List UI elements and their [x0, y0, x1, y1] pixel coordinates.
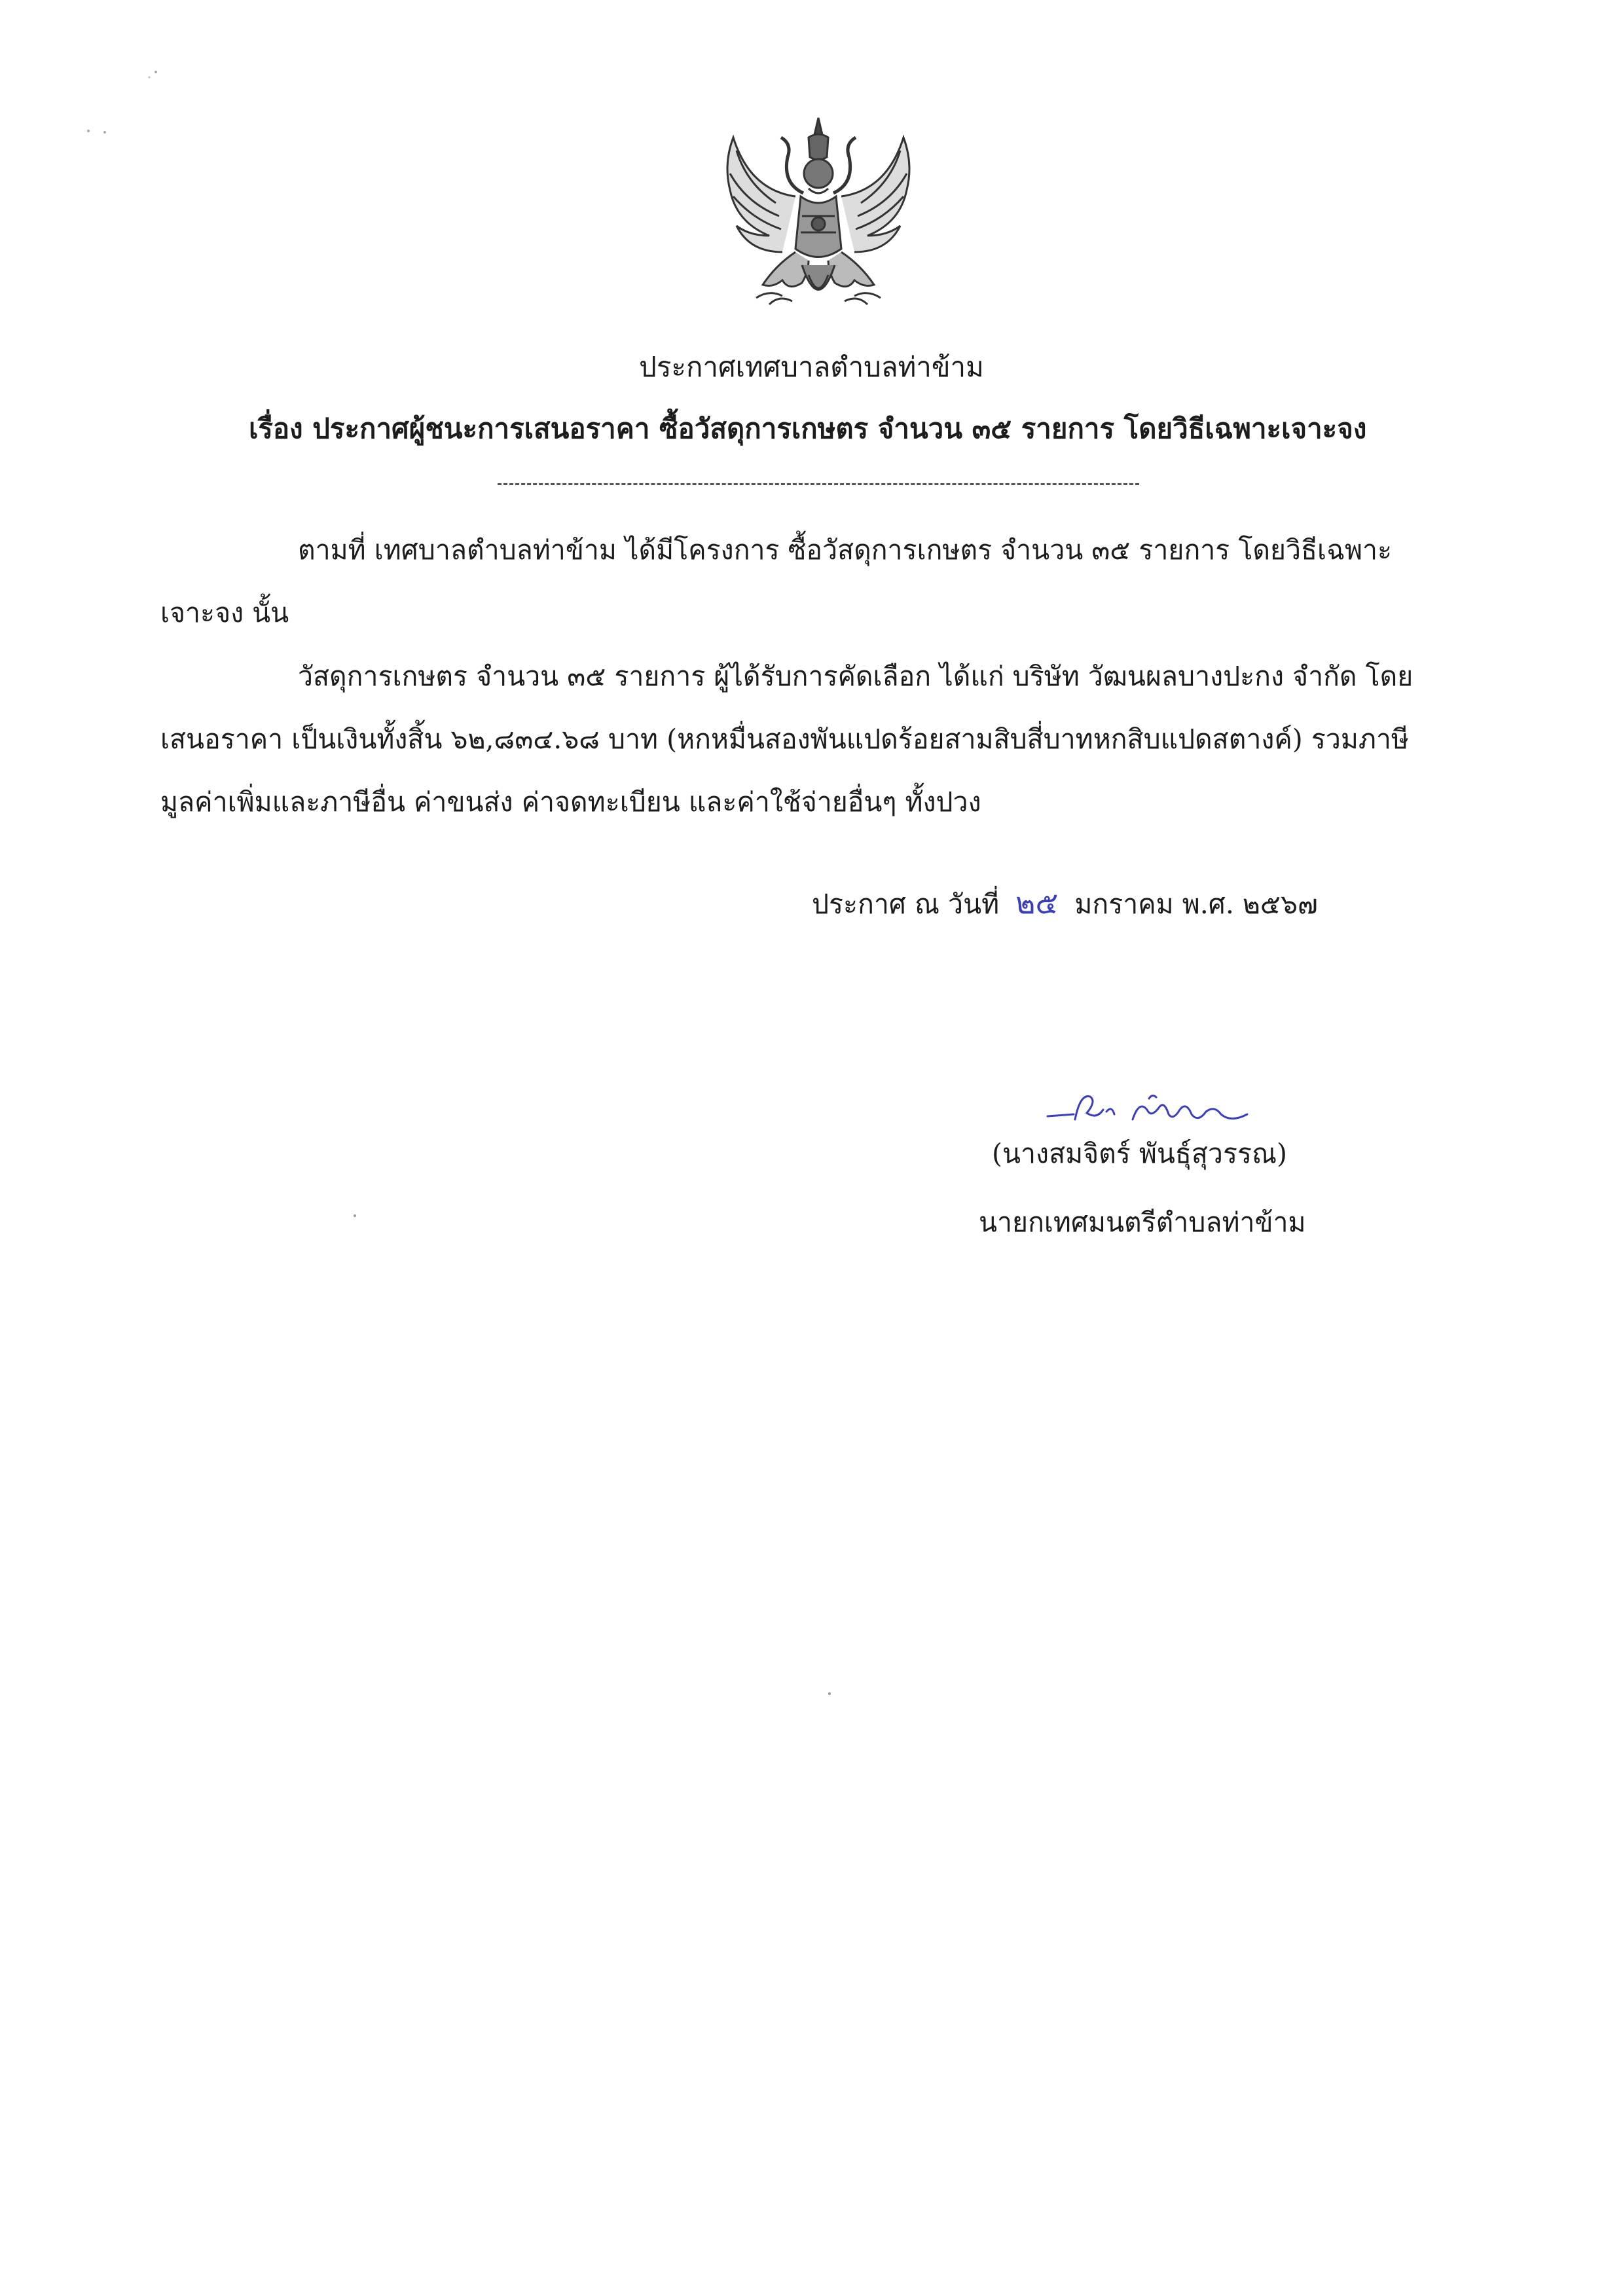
announcement-title: ประกาศเทศบาลตำบลท่าข้าม — [639, 351, 984, 383]
paragraph-2-line-3: มูลค่าเพิ่มและภาษีอื่น ค่าขนส่ง ค่าจดทะเบียน และค่าใช้จ่ายอื่นๆ ทั้งปวง — [160, 786, 981, 818]
signer-name: (นางสมจิตร์ พันธุ์สุวรรณ) — [992, 1138, 1288, 1169]
scan-specks — [79, 59, 157, 151]
scan-dot — [828, 1692, 831, 1695]
scan-dot — [354, 1214, 356, 1217]
paragraph-1-line-1: ตามที่ เทศบาลตำบลท่าข้าม ได้มีโครงการ ซื้อวัสดุการเกษตร จำนวน ๓๕ รายการ โดยวิธีเฉพาะ — [298, 534, 1393, 566]
section-divider — [498, 483, 1139, 485]
paragraph-2-line-1: วัสดุการเกษตร จำนวน ๓๕ รายการ ผู้ได้รับการคัดเลือก ได้แก่ บริษัท วัฒนผลบางปะกง จำกัด โดย — [298, 661, 1413, 692]
date-month-year: มกราคม พ.ศ. ๒๕๖๗ — [1074, 888, 1318, 920]
date-day-handwritten: ๒๕ — [1015, 885, 1059, 920]
signer-position: นายกเทศมนตรีตำบลท่าข้าม — [979, 1207, 1306, 1238]
announcement-subject: เรื่อง ประกาศผู้ชนะการเสนอราคา ซื้อวัสดุการเกษตร จำนวน ๓๕ รายการ โดยวิธีเฉพาะเจาะจง — [249, 412, 1367, 445]
garuda-emblem-icon — [710, 111, 926, 327]
paragraph-1-line-2: เจาะจง นั้น — [160, 597, 289, 629]
paragraph-2-line-2: เสนอราคา เป็นเงินทั้งสิ้น ๖๒,๘๓๔.๖๘ บาท (หกหมื่นสองพันแปดร้อยสามสิบสี่บาทหกสิบแปดสตางค์) รวมภาษี — [160, 723, 1409, 755]
announcement-date — [812, 879, 1318, 927]
date-prefix: ประกาศ ณ วันที่ — [812, 888, 1000, 920]
handwritten-signature-icon — [1034, 1074, 1270, 1139]
